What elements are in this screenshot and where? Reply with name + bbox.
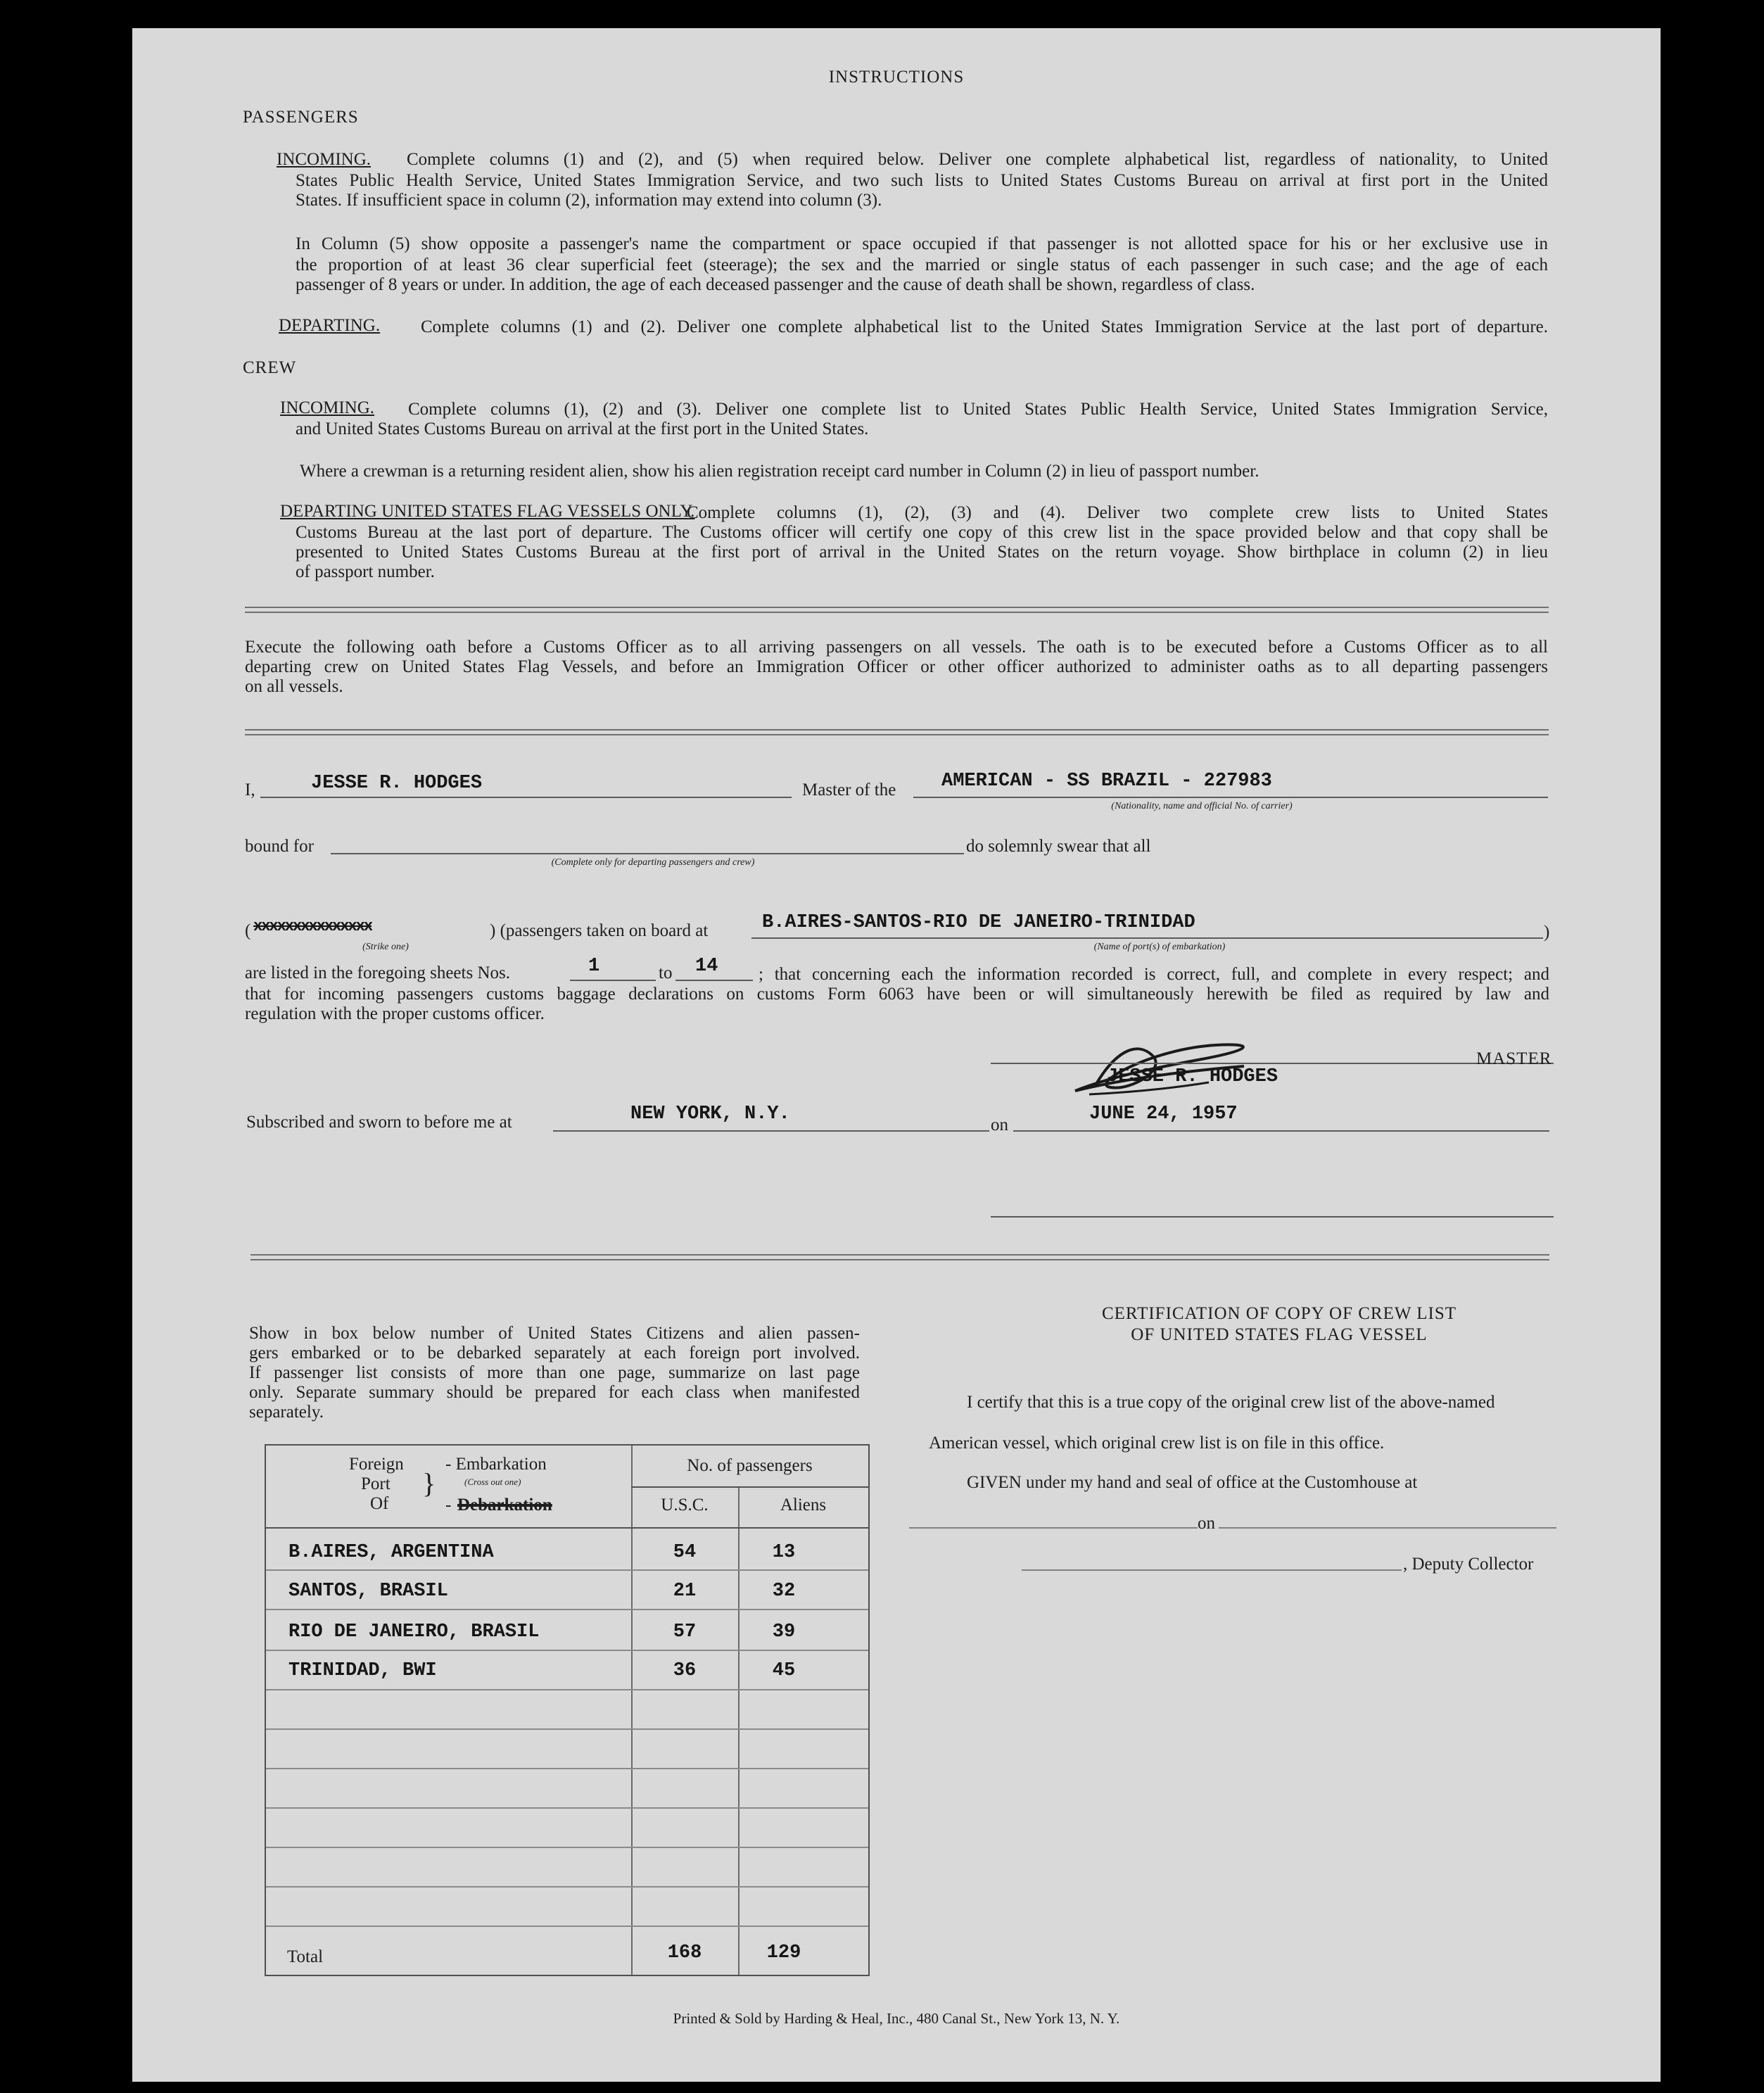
table-divider xyxy=(266,1527,868,1529)
oath-intro-line-1: Execute the following oath before a Customs Officer as to all arriving passengers on all vessels. The oath is to be executed before a Customs Officer as to all xyxy=(245,638,1548,657)
row-line xyxy=(266,1926,868,1927)
listed-line-3: regulation with the proper customs officer. xyxy=(245,1004,545,1023)
table-divider xyxy=(631,1446,633,1975)
divider xyxy=(250,1254,1549,1260)
sheet-from: 1 xyxy=(588,956,600,977)
sworn-date: JUNE 24, 1957 xyxy=(1089,1104,1238,1125)
aliens-cell: 13 xyxy=(772,1542,796,1563)
open-paren: ( xyxy=(245,921,251,940)
crew-departing-label: DEPARTING UNITED STATES FLAG VESSELS ONLY. xyxy=(280,502,695,521)
head-foreign: Foreign xyxy=(349,1455,404,1474)
column5-line-3: passenger of 8 years or under. In addition, the age of each deceased passenger and the cause of death shall be shown, regardless of class. xyxy=(296,275,1255,294)
total-aliens: 129 xyxy=(766,1942,801,1964)
master-of-label: Master of the xyxy=(802,780,896,799)
sworn-place: NEW YORK, N.Y. xyxy=(630,1104,790,1125)
head-dash: - xyxy=(445,1496,452,1515)
master-name: JESSE R. HODGES xyxy=(311,773,483,794)
ports-value: B.AIRES-SANTOS-RIO DE JANEIRO-TRINIDAD xyxy=(762,912,1195,933)
head-no-passengers: No. of passengers xyxy=(687,1456,813,1475)
usc-cell: 54 xyxy=(673,1542,697,1563)
footer: Printed & Sold by Harding & Heal, Inc., 480 Canal St., New York 13, N. Y. xyxy=(673,2010,1120,2027)
head-debarkation: Debarkation xyxy=(457,1496,552,1515)
summary-line-5: separately. xyxy=(249,1403,324,1422)
crew-departing-line-3: presented to United States Customs Bureau at the first port of arrival in the United States on the return voyage. Show birthplace in column (2) in lieu xyxy=(296,543,1548,562)
incoming-line-1: Complete columns (1) and (2), and (5) when required below. Deliver one complete alphabetical list, regardless of nationality, to United xyxy=(407,150,1548,169)
port-cell: B.AIRES, ARGENTINA xyxy=(288,1542,494,1563)
usc-cell: 21 xyxy=(673,1581,697,1602)
struck-option: xxxxxxxxxxxxxxx xyxy=(253,918,372,935)
incoming-label: INCOMING. xyxy=(277,150,372,169)
customhouse-line xyxy=(909,1527,1198,1529)
bound-caption: (Complete only for departing passengers and crew) xyxy=(551,857,755,868)
head-aliens: Aliens xyxy=(780,1496,827,1515)
crew-departing-line-2: Customs Bureau at the last port of departure. The Customs officer will certify one copy of this crew list in the space provided below and that copy shall be xyxy=(296,523,1548,542)
crew-departing-line-4: of passport number. xyxy=(296,562,435,581)
cert-title-2: OF UNITED STATES FLAG VESSEL xyxy=(1131,1325,1428,1344)
column5-line-1: In Column (5) show opposite a passenger's name the compartment or space occupied if that passenger is not allotted space for his or her exclusive use in xyxy=(296,234,1548,253)
master-name-line xyxy=(260,797,792,798)
aliens-cell: 39 xyxy=(772,1621,796,1643)
swear-label: do solemnly swear that all xyxy=(966,837,1151,856)
summary-line-2: gers embarked or to be debarked separately at each foreign port involved. xyxy=(249,1343,860,1362)
cert-title-1: CERTIFICATION OF COPY OF CREW LIST xyxy=(1101,1304,1457,1323)
summary-line-4: only. Separate summary should be prepared for each class when manifested xyxy=(249,1383,860,1402)
sworn-place-line xyxy=(553,1130,989,1132)
row-line xyxy=(266,1650,868,1651)
instructions-title: INSTRUCTIONS xyxy=(828,68,965,87)
crew-resident-text: Where a crewman is a returning resident alien, show his alien registration receipt card number in Column (2) in lieu of passport number. xyxy=(300,462,1259,481)
row-line xyxy=(266,1847,868,1848)
i-label: I, xyxy=(245,780,255,799)
aliens-cell: 45 xyxy=(772,1660,796,1681)
cert-text-1: I certify that this is a true copy of the original crew list of the above-named xyxy=(967,1393,1495,1412)
row-line xyxy=(266,1768,868,1769)
row-line xyxy=(266,1886,868,1888)
cert-text-2: American vessel, which original crew list is on file in this office. xyxy=(929,1434,1385,1453)
sheet-to-line xyxy=(675,980,753,981)
carrier-value: AMERICAN - SS BRAZIL - 227983 xyxy=(941,771,1272,792)
bound-for-line xyxy=(331,853,964,854)
carrier-caption: (Nationality, name and official No. of carrier) xyxy=(1111,801,1293,811)
usc-cell: 57 xyxy=(673,1621,697,1643)
port-cell: TRINIDAD, BWI xyxy=(288,1660,437,1681)
to-label: to xyxy=(659,963,673,982)
departing-label: DEPARTING. xyxy=(279,316,381,335)
cert-text-3: GIVEN under my hand and seal of office at the Customhouse at xyxy=(967,1473,1418,1492)
form-sheet xyxy=(132,28,1661,2082)
head-embarkation: - Embarkation xyxy=(445,1455,547,1474)
master-label: MASTER xyxy=(1476,1049,1552,1068)
row-line xyxy=(266,1807,868,1809)
deputy-line xyxy=(1022,1569,1402,1571)
ports-line xyxy=(751,937,1543,939)
on-label: on xyxy=(991,1115,1008,1134)
ports-caption: (Name of port(s) of embarkation) xyxy=(1093,942,1226,952)
head-of: Of xyxy=(370,1494,389,1513)
cert-on-label: on xyxy=(1198,1514,1215,1533)
subscribed-label: Subscribed and sworn to before me at xyxy=(246,1113,512,1132)
crew-incoming-line-2: and United States Customs Bureau on arrival at the first port in the United States. xyxy=(296,419,869,438)
officer-signature-line xyxy=(991,1216,1554,1218)
sheet-from-line xyxy=(570,980,656,981)
sheet-to: 14 xyxy=(695,956,718,977)
port-cell: SANTOS, BRASIL xyxy=(288,1581,448,1602)
table-divider xyxy=(631,1486,868,1488)
usc-cell: 36 xyxy=(673,1660,697,1681)
divider xyxy=(245,607,1549,613)
port-cell: RIO DE JANEIRO, BRASIL xyxy=(288,1621,540,1643)
passenger-summary-table xyxy=(265,1444,870,1976)
passengers-heading: PASSENGERS xyxy=(243,108,359,127)
close-paren: ) xyxy=(1544,923,1550,942)
listed-line-2: that for incoming passengers customs baggage declarations on customs Form 6063 have been or will simultaneously herewith be filed as required by law and xyxy=(245,985,1549,1004)
bound-for-label: bound for xyxy=(245,837,314,856)
deputy-label: , Deputy Collector xyxy=(1403,1555,1534,1574)
head-port: Port xyxy=(361,1474,391,1493)
head-usc: U.S.C. xyxy=(661,1496,709,1515)
divider xyxy=(245,729,1549,735)
signature-name: JESSE R. HODGES xyxy=(1107,1066,1278,1087)
signature-line xyxy=(991,1063,1554,1064)
oath-intro-line-3: on all vessels. xyxy=(245,677,343,696)
row-line xyxy=(266,1728,868,1730)
crew-incoming-label: INCOMING. xyxy=(280,398,375,417)
total-usc: 168 xyxy=(667,1942,702,1964)
sworn-date-line xyxy=(1013,1130,1549,1132)
oath-intro-line-2: departing crew on United States Flag Vessels, and before an Immigration Officer or other officer authorized to administer oaths as to all departing passengers xyxy=(245,657,1548,676)
cert-date-line xyxy=(1219,1527,1556,1529)
head-cross: (Cross out one) xyxy=(464,1477,521,1487)
crew-heading: CREW xyxy=(243,358,297,377)
row-line xyxy=(266,1609,868,1610)
listed-rest: ; that concerning each the information recorded is correct, full, and complete in every respect; and xyxy=(759,965,1549,984)
departing-text: Complete columns (1) and (2). Deliver one complete alphabetical list to the United States Immigration Service at the last port of departure. xyxy=(421,317,1548,336)
total-label: Total xyxy=(287,1947,324,1966)
passengers-taken-label: ) (passengers taken on board at xyxy=(490,921,709,940)
crew-incoming-line-1: Complete columns (1), (2) and (3). Deliver one complete list to United States Public Health Service, United States Immigration Service, xyxy=(408,400,1548,419)
listed-label: are listed in the foregoing sheets Nos. xyxy=(245,963,510,982)
summary-line-1: Show in box below number of United States Citizens and alien passen- xyxy=(249,1324,860,1343)
brace: } xyxy=(422,1467,436,1499)
row-line xyxy=(266,1569,868,1571)
strike-caption: (Strike one) xyxy=(362,942,409,952)
column5-line-2: the proportion of at least 36 clear superficial feet (steerage); the sex and the married or single status of each passenger in such case; and the age of each xyxy=(296,255,1548,274)
aliens-cell: 32 xyxy=(772,1581,796,1602)
crew-departing-line-1: Complete columns (1), (2), (3) and (4). Deliver two complete crew lists to United States xyxy=(687,503,1548,522)
summary-line-3: If passenger list consists of more than one page, summarize on last page xyxy=(249,1363,860,1382)
row-line xyxy=(266,1689,868,1690)
incoming-line-3: States. If insufficient space in column (2), information may extend into column (3). xyxy=(296,191,882,210)
carrier-line xyxy=(913,797,1548,798)
incoming-line-2: States Public Health Service, United States Immigration Service, and two such lists to United States Customs Bureau on arrival at first port in the United xyxy=(296,171,1548,190)
